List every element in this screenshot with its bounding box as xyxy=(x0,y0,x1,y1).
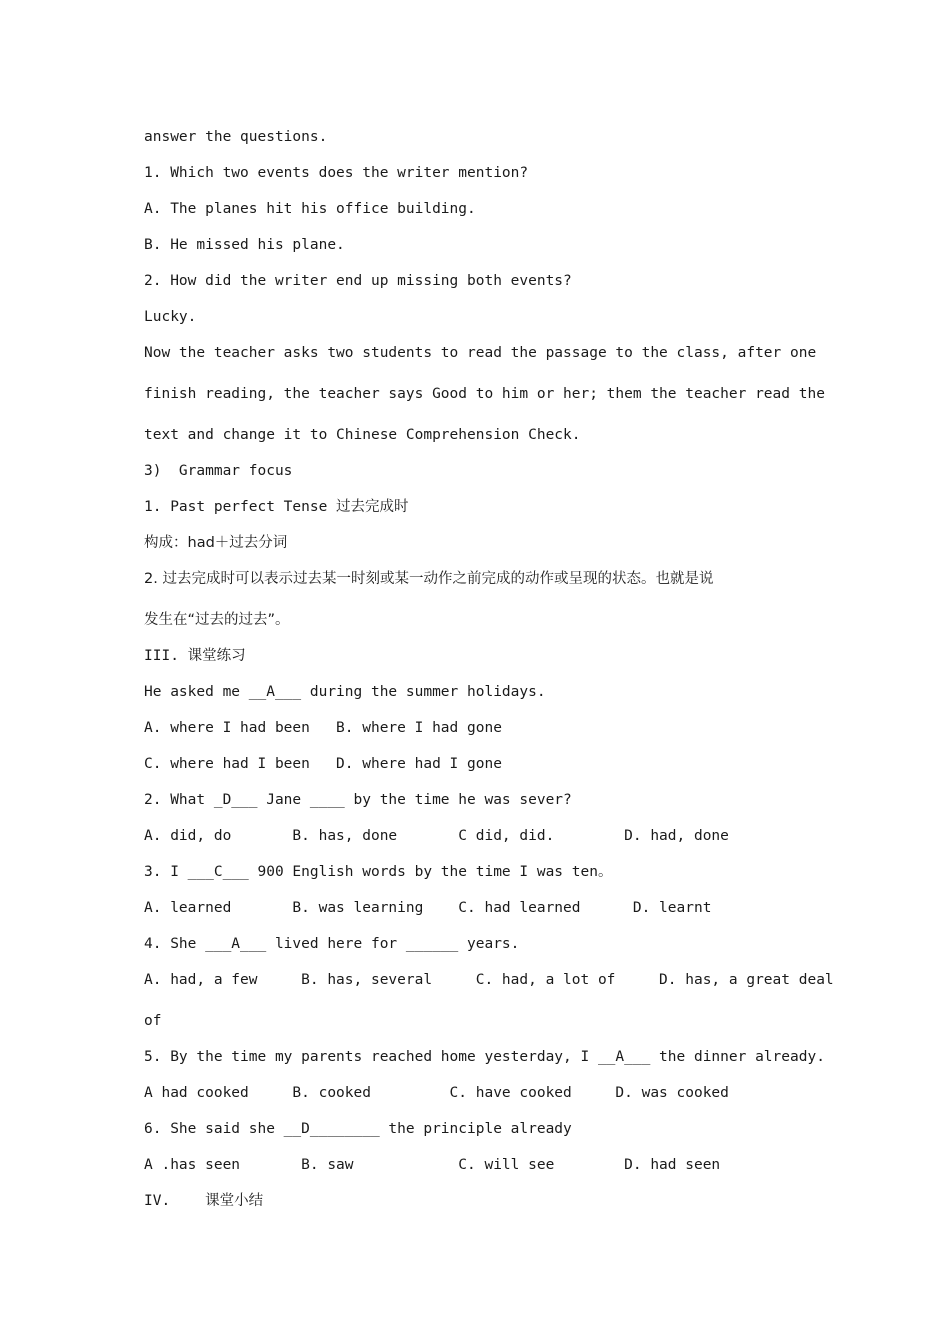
exercise-1-question: He asked me __A___ during the summer holidays. xyxy=(144,684,546,700)
exercise-1-options-ab: A. where I had been B. where I had gone xyxy=(144,720,502,736)
grammar-point-2-continued: 发生在“过去的过去”。 xyxy=(144,612,290,628)
exercise-3-options: A. learned B. was learning C. had learned D. learnt xyxy=(144,900,712,916)
exercise-6-question: 6. She said she __D________ the principle already xyxy=(144,1121,572,1137)
question-2: 2. How did the writer end up missing both events? xyxy=(144,273,572,289)
section-heading-practice: III. 课堂练习 xyxy=(144,648,246,664)
exercise-4-question: 4. She ___A___ lived here for ______ years. xyxy=(144,936,520,952)
exercise-4-options: A. had, a few B. has, several C. had, a lot of D. has, a great deal xyxy=(144,972,834,988)
section-heading-grammar-focus: 3) Grammar focus xyxy=(144,463,293,479)
answer-b: B. He missed his plane. xyxy=(144,237,345,253)
exercise-5-options: A had cooked B. cooked C. have cooked D. was cooked xyxy=(144,1085,729,1101)
exercise-3-question: 3. I ___C___ 900 English words by the time I was ten。 xyxy=(144,864,613,880)
paragraph-line-3: text and change it to Chinese Comprehension Check. xyxy=(144,427,581,443)
text-line-answer-questions: answer the questions. xyxy=(144,129,328,145)
paragraph-line-2: finish reading, the teacher says Good to him or her; them the teacher read the xyxy=(144,386,825,402)
exercise-6-options: A .has seen B. saw C. will see D. had seen xyxy=(144,1157,721,1173)
paragraph-line-1: Now the teacher asks two students to read the passage to the class, after one xyxy=(144,345,817,361)
grammar-point-2: 2. 过去完成时可以表示过去某一时刻或某一动作之前完成的动作或呈现的状态。也就是说 xyxy=(144,571,714,587)
exercise-2-question: 2. What _D___ Jane ____ by the time he was sever? xyxy=(144,792,572,808)
grammar-structure: 构成：had＋过去分词 xyxy=(144,535,288,551)
exercise-1-options-cd: C. where had I been D. where had I gone xyxy=(144,756,502,772)
answer-lucky: Lucky. xyxy=(144,309,197,325)
answer-a: A. The planes hit his office building. xyxy=(144,201,476,217)
exercise-2-options: A. did, do B. has, done C did, did. D. had, done xyxy=(144,828,729,844)
exercise-5-question: 5. By the time my parents reached home yesterday, I __A___ the dinner already. xyxy=(144,1049,825,1065)
question-1: 1. Which two events does the writer mention? xyxy=(144,165,529,181)
grammar-point-1: 1. Past perfect Tense 过去完成时 xyxy=(144,499,409,515)
section-heading-summary: IV. 课堂小结 xyxy=(144,1193,264,1209)
exercise-4-options-continued: of xyxy=(144,1013,162,1029)
